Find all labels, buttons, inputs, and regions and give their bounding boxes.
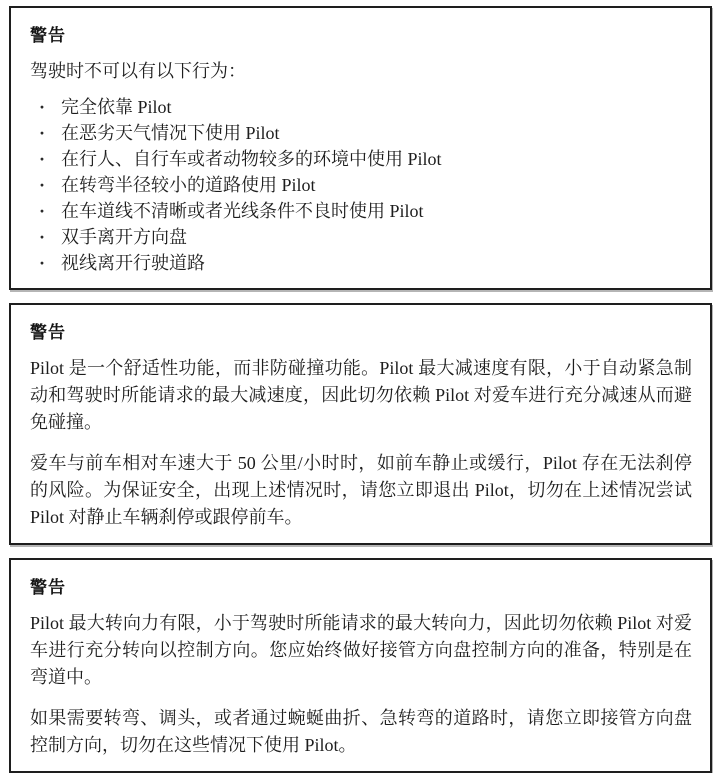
list-item	[30, 250, 692, 276]
list-item-text: 在车道线不清晰或者光线条件不良时使用 Pilot	[61, 201, 424, 221]
bullet-icon: ·	[39, 253, 46, 273]
warning-paragraph: Pilot 是一个舒适性功能，而非防碰撞功能。Pilot 最大减速度有限，小于自动紧急制动和驾驶时所能请求的最大减速度，因此切勿依赖 Pilot 对爱车进行充分减速从而避免碰撞。	[30, 358, 692, 432]
warning-box-deceleration-limits	[9, 303, 712, 545]
list-item	[30, 172, 692, 198]
bullet-icon: ·	[39, 175, 46, 195]
warning-title: 警告	[30, 323, 66, 342]
list-item-text: 双手离开方向盘	[61, 227, 187, 247]
list-item-text: 视线离开行驶道路	[61, 253, 205, 273]
list-item	[30, 198, 692, 224]
warning-paragraph: 如果需要转弯、调头，或者通过蜿蜒曲折、急转弯的道路时，请您立即接管方向盘控制方向，切勿在这些情况下使用 Pilot。	[30, 708, 692, 755]
list-item	[30, 146, 692, 172]
list-item-text: 在行人、自行车或者动物较多的环境中使用 Pilot	[61, 149, 442, 169]
bullet-icon: ·	[39, 149, 46, 169]
warning-box-prohibited-behaviors	[9, 6, 712, 290]
warning-intro: 驾驶时不可以有以下行为：	[30, 61, 246, 81]
list-item-text: 完全依靠 Pilot	[61, 97, 172, 117]
warning-title: 警告	[30, 26, 66, 45]
bullet-icon: ·	[39, 123, 46, 143]
list-item-text: 在恶劣天气情况下使用 Pilot	[61, 123, 280, 143]
bullet-icon: ·	[39, 97, 46, 117]
warning-paragraph: 爱车与前车相对车速大于 50 公里/小时时，如前车静止或缓行，Pilot 存在无法刹停的风险。为保证安全，出现上述情况时，请您立即退出 Pilot，切勿在上述情况尝试 Pilot 对静止车辆刹停或跟停前车。	[30, 453, 692, 527]
list-item	[30, 224, 692, 250]
bullet-icon: ·	[39, 201, 46, 221]
warning-title: 警告	[30, 578, 66, 597]
bullet-icon: ·	[39, 227, 46, 247]
list-item-text: 在转弯半径较小的道路使用 Pilot	[61, 175, 316, 195]
prohibited-behaviors-list	[30, 94, 692, 276]
warning-paragraph: Pilot 最大转向力有限，小于驾驶时所能请求的最大转向力，因此切勿依赖 Pilot 对爱车进行充分转向以控制方向。您应始终做好接管方向盘控制方向的准备，特别是在弯道中。	[30, 613, 692, 687]
list-item	[30, 120, 692, 146]
list-item	[30, 94, 692, 120]
warning-box-steering-limits	[9, 558, 712, 773]
